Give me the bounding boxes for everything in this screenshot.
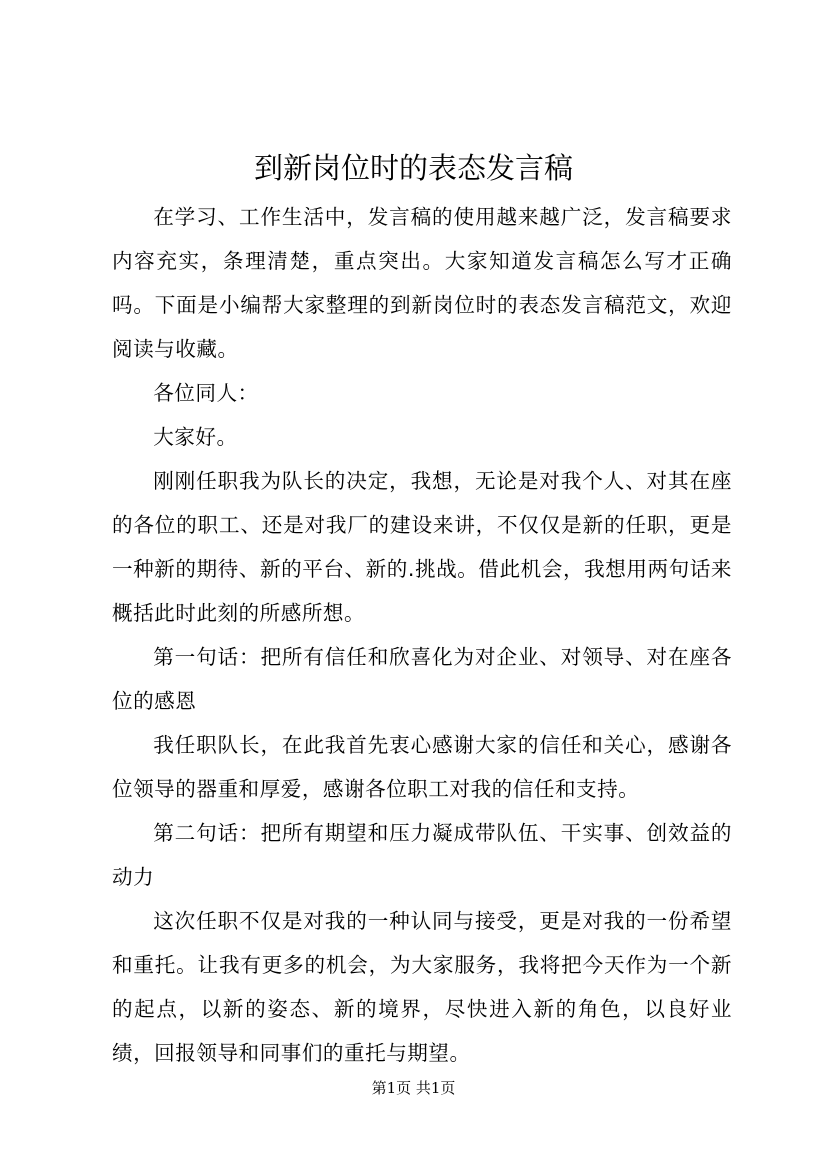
second-point-heading: 第二句话：把所有期望和压力凝成带队伍、干实事、创效益的动力: [112, 821, 732, 889]
greeting-paragraph: 大家好。: [153, 425, 238, 449]
body-paragraph: 刚刚任职我为队长的决定，我想，无论是对我个人、对其在座的各位的职工、还是对我厂的建设来讲，不仅仅是新的任职，更是一种新的期待、新的平台、新的.挑战。借此机会，我想用两句话来概括此时此刻的所感所想。: [112, 469, 732, 625]
document-body: [112, 195, 732, 1075]
body-paragraph: 这次任职不仅是对我的一种认同与接受，更是对我的一份希望和重托。让我有更多的机会，为大家服务，我将把今天作为一个新的起点，以新的姿态、新的境界，尽快进入新的角色，以良好业绩，回报领导和同事们的重托与期望。: [112, 909, 732, 1065]
intro-paragraph: 在学习、工作生活中，发言稿的使用越来越广泛，发言稿要求内容充实，条理清楚，重点突出。大家知道发言稿怎么写才正确吗。下面是小编帮大家整理的到新岗位时的表态发言稿范文，欢迎阅读与收藏。: [112, 205, 732, 361]
first-point-heading: 第一句话：把所有信任和欣喜化为对企业、对领导、对在座各位的感恩: [112, 645, 732, 713]
body-paragraph: 我任职队长，在此我首先衷心感谢大家的信任和关心，感谢各位领导的器重和厚爱，感谢各位职工对我的信任和支持。: [112, 733, 732, 801]
page-number-footer: 第1页 共1页: [371, 1079, 456, 1097]
salutation-paragraph: 各位同人：: [153, 381, 259, 405]
document-title: 到新岗位时的表态发言稿: [253, 151, 573, 185]
